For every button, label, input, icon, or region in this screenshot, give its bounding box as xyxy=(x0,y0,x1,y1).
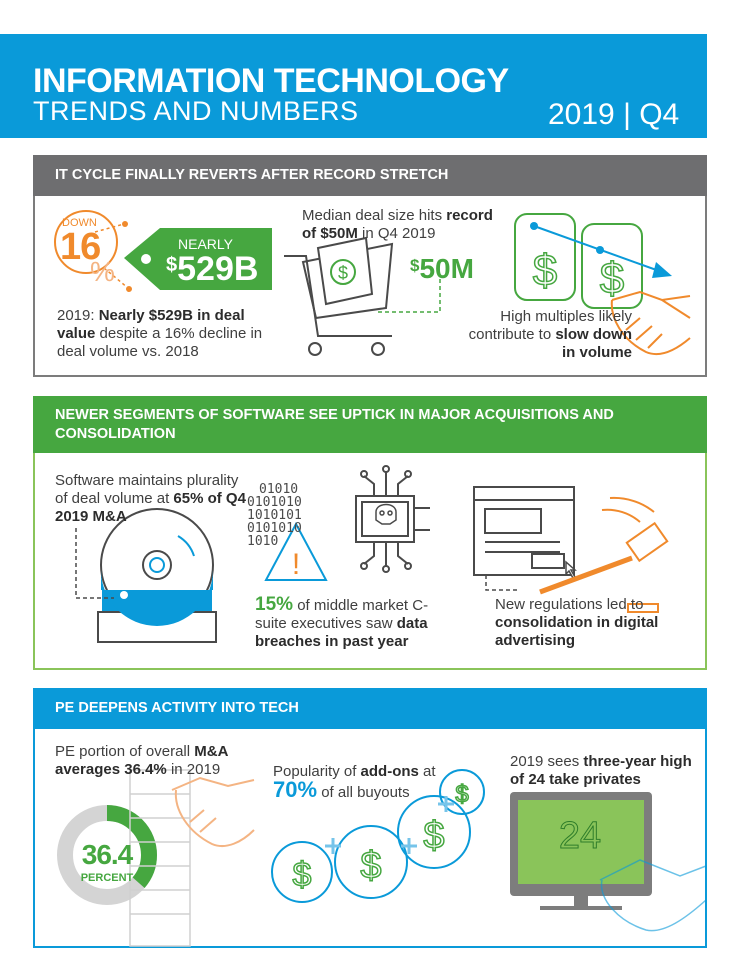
percent-symbol: % xyxy=(90,256,115,287)
section-heading-pe: PE DEEPENS ACTIVITY INTO TECH xyxy=(33,688,707,729)
svg-text:!: ! xyxy=(291,548,301,581)
svg-text:$: $ xyxy=(360,845,382,887)
median-deal-caption: Median deal size hits record of $50M in Q4 2019 xyxy=(302,207,493,242)
tag-nearly-label: NEARLY xyxy=(178,236,233,252)
regulations-caption: New regulations led to consolidation in digital advertising xyxy=(495,596,659,649)
donut-value: 36.4 xyxy=(81,839,133,870)
data-breach-caption: 15% of middle market C-suite executives saw data breaches in past year xyxy=(255,594,429,650)
pe-portion-caption: PE portion of overall M&A averages 36.4% in 2019 xyxy=(55,743,228,778)
shopping-cart-icon xyxy=(284,238,392,355)
section-heading-software: NEWER SEGMENTS OF SOFTWARE SEE UPTICK IN MAJOR ACQUISITIONS AND CONSOLIDATION xyxy=(33,396,707,453)
svg-text:$: $ xyxy=(337,263,349,283)
page-title: INFORMATION TECHNOLOGY xyxy=(33,62,509,100)
browser-window-icon xyxy=(474,487,574,575)
page-subtitle: TRENDS AND NUMBERS xyxy=(33,96,359,126)
svg-text:$: $ xyxy=(455,781,469,808)
software-plurality-caption: Software maintains plurality of deal volume at 65% of Q4 2019 M&A xyxy=(55,472,246,525)
deal-volume-decline-value: 16 xyxy=(60,226,101,268)
multiples-caption: High multiples likely contribute to slow down in volume xyxy=(468,308,632,361)
deal-value-amount: $529B xyxy=(166,250,259,288)
period-label: 2019 | Q4 xyxy=(548,98,680,131)
add-ons-caption: Popularity of add-ons at 70% of all buyouts xyxy=(273,763,436,802)
skull-icon xyxy=(376,505,396,525)
take-privates-value: 24 xyxy=(558,815,602,857)
median-deal-value: $50M xyxy=(410,253,474,284)
svg-text:$: $ xyxy=(599,254,625,303)
computer-chip-icon xyxy=(356,466,430,572)
svg-text:$: $ xyxy=(532,246,558,295)
take-privates-caption: 2019 sees three-year high of 24 take privates xyxy=(510,753,692,788)
down-label: DOWN xyxy=(62,217,97,229)
svg-text:$: $ xyxy=(292,856,312,894)
donut-label: PERCENT xyxy=(80,872,134,884)
svg-text:$: $ xyxy=(423,815,445,857)
deal-value-caption: 2019: Nearly $529B in deal value despite a 16% decline in deal volume vs. 2018 xyxy=(57,307,263,360)
binary-code: 01010 0101010 1010101 0101010 1010 xyxy=(247,482,302,549)
section-heading-it-cycle: IT CYCLE FINALLY REVERTS AFTER RECORD STRETCH xyxy=(33,155,707,196)
handshake-icon xyxy=(172,778,254,846)
disk-drive-icon xyxy=(98,509,216,642)
